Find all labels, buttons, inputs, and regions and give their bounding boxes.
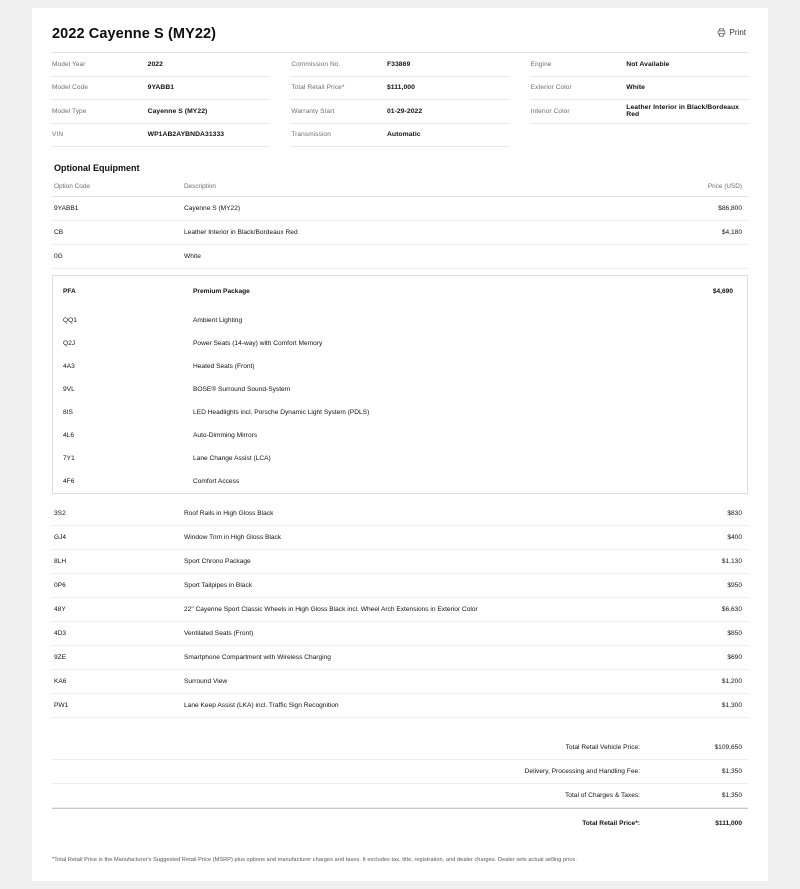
page-title: 2022 Cayenne S (MY22)	[52, 26, 217, 42]
table-row	[52, 197, 748, 221]
option-code: 8LH	[52, 550, 182, 574]
spec-value: Automatic	[386, 131, 421, 139]
optional-equipment-title: Optional Equipment	[54, 163, 140, 173]
option-code: 7Y1	[63, 455, 75, 462]
option-description: White	[182, 245, 658, 269]
option-description: Smartphone Compartment with Wireless Charging	[182, 646, 658, 670]
optional-equipment-table-bottom	[52, 502, 748, 718]
option-code: KA6	[52, 670, 182, 694]
package-code: PFA	[63, 288, 76, 295]
spec-row-empty	[531, 124, 748, 148]
spec-row	[291, 77, 508, 101]
spec-value: 01-29-2022	[386, 107, 423, 115]
option-description: LED Headlights incl. Porsche Dynamic Light System (PDLS)	[193, 409, 370, 416]
option-description: Lane Change Assist (LCA)	[193, 455, 271, 462]
option-price	[657, 447, 747, 470]
option-description: Power Seats (14-way) with Comfort Memory	[193, 340, 323, 347]
option-description: Surround View	[182, 670, 658, 694]
option-description: Cayenne S (MY22)	[182, 197, 658, 221]
option-price	[657, 355, 747, 378]
option-description: Leather Interior in Black/Bordeaux Red	[182, 221, 658, 245]
option-description: Comfort Access	[193, 478, 240, 485]
total-row	[52, 736, 748, 760]
spec-value: White	[626, 84, 646, 92]
spec-value: WP1AB2AYBNDA31333	[147, 131, 225, 139]
option-code: GJ4	[52, 526, 182, 550]
total-value: $109,650	[714, 744, 742, 751]
option-price: $850	[658, 622, 748, 646]
option-description: 22" Cayenne Sport Classic Wheels in High Gloss Black incl. Wheel Arch Extensions in Exterior Color	[182, 598, 658, 622]
option-code: PW1	[52, 694, 182, 718]
total-label: Total Retail Vehicle Price:	[565, 744, 640, 751]
option-price	[657, 332, 747, 355]
option-code: QQ1	[63, 317, 77, 324]
column-header-option-code: Option Code	[52, 179, 182, 197]
option-code: 4A3	[63, 363, 75, 370]
package-item-row	[53, 401, 747, 424]
option-code: 9VL	[63, 386, 75, 393]
vehicle-spec-grid	[52, 52, 748, 147]
option-price	[657, 309, 747, 332]
spec-column-2	[291, 53, 508, 147]
total-label: Delivery, Processing and Handling Fee:	[524, 768, 640, 775]
spec-value: Cayenne S (MY22)	[147, 107, 208, 115]
spec-value: 2022	[147, 60, 163, 68]
spec-label: Transmission	[291, 131, 331, 139]
option-code: 9ZE	[52, 646, 182, 670]
option-description: BOSE® Surround Sound-System	[193, 386, 291, 393]
package-item-row	[53, 447, 747, 470]
option-code: 4F6	[63, 478, 75, 485]
option-price: $690	[658, 646, 748, 670]
total-value: $1,350	[721, 792, 742, 799]
spec-label: Model Type	[52, 107, 87, 115]
option-price: $1,200	[658, 670, 748, 694]
table-row	[52, 694, 748, 718]
vehicle-window-sticker	[32, 8, 768, 881]
option-price: $830	[658, 502, 748, 526]
optional-equipment-table-top	[52, 179, 748, 269]
option-description: Heated Seats (Front)	[193, 363, 255, 370]
option-code: 8IS	[63, 409, 73, 416]
table-row	[52, 221, 748, 245]
spec-row	[531, 100, 748, 124]
print-button-label: Print	[729, 28, 746, 37]
spec-row	[52, 124, 269, 148]
option-price: $4,180	[658, 221, 748, 245]
spec-label: Model Code	[52, 84, 89, 92]
option-price	[657, 401, 747, 424]
table-row	[52, 622, 748, 646]
table-header-row	[52, 179, 748, 197]
premium-package-group	[52, 275, 748, 494]
spec-row	[291, 53, 508, 77]
spec-label: Warranty Start	[291, 107, 335, 115]
total-label: Total of Charges & Taxes:	[564, 792, 640, 799]
spec-value: Leather Interior in Black/Bordeaux Red	[626, 104, 740, 119]
option-description: Auto-Dimming Mirrors	[193, 432, 258, 439]
spec-row	[531, 53, 748, 77]
spec-label: VIN	[52, 131, 64, 139]
package-item-row	[53, 470, 747, 493]
table-row	[52, 598, 748, 622]
spec-label: Model Year	[52, 60, 86, 68]
spec-label: Engine	[530, 60, 552, 68]
spec-value: Not Available	[626, 60, 670, 68]
table-row	[52, 574, 748, 598]
table-row	[52, 502, 748, 526]
option-code: 3S2	[52, 502, 182, 526]
spec-value: F33869	[386, 60, 411, 68]
spec-value: $111,000	[386, 84, 415, 92]
option-price: $400	[658, 526, 748, 550]
option-code: 48Y	[52, 598, 182, 622]
package-item-row	[53, 378, 747, 401]
option-price	[658, 245, 748, 269]
grand-total-label: Total Retail Price*:	[582, 820, 640, 827]
table-row	[52, 646, 748, 670]
option-price: $950	[658, 574, 748, 598]
option-price: $86,800	[658, 197, 748, 221]
option-code: CB	[52, 221, 182, 245]
spec-label: Commission No.	[291, 60, 341, 68]
option-price: $1,300	[658, 694, 748, 718]
column-header-description: Description	[182, 179, 658, 197]
option-code: 9YABB1	[52, 197, 182, 221]
package-item-row	[53, 355, 747, 378]
spec-value: 9YABB1	[147, 84, 175, 92]
package-header-row	[53, 276, 747, 309]
grand-total-value: $111,000	[715, 820, 742, 827]
option-description: Lane Keep Assist (LKA) incl. Traffic Sign Recognition	[182, 694, 658, 718]
option-code: 0P6	[52, 574, 182, 598]
spec-row	[52, 53, 269, 77]
option-price	[657, 470, 747, 493]
spec-column-1	[52, 53, 269, 147]
table-row	[52, 245, 748, 269]
table-row	[52, 550, 748, 574]
package-item-row	[53, 309, 747, 332]
totals-section	[52, 736, 748, 835]
spec-row	[52, 100, 269, 124]
spec-column-3	[531, 53, 748, 147]
option-description: Sport Tailpipes in Black	[182, 574, 658, 598]
column-header-price: Price (USD)	[658, 179, 748, 197]
package-item-row	[53, 424, 747, 447]
print-button[interactable]	[715, 26, 748, 39]
package-item-row	[53, 332, 747, 355]
spec-label: Exterior Color	[530, 84, 572, 92]
option-code: 4D3	[52, 622, 182, 646]
spec-row	[52, 77, 269, 101]
footnote: *Total Retail Price is the Manufacturer's Suggested Retail Price (MSRP) plus options and manufacturer charges and taxes. It excludes tax, title, registration, and dealer charges. Dealer sets actual selling price.	[52, 857, 577, 863]
option-price	[657, 378, 747, 401]
option-description: Ventilated Seats (Front)	[182, 622, 658, 646]
option-description: Ambient Lighting	[193, 317, 243, 324]
option-price: $6,630	[658, 598, 748, 622]
total-row	[52, 760, 748, 784]
package-price: $4,690	[712, 288, 733, 295]
spec-row	[291, 124, 508, 148]
package-description: Premium Package	[193, 288, 250, 295]
option-description: Roof Rails in High Gloss Black	[182, 502, 658, 526]
spec-label-empty	[531, 132, 627, 139]
option-code: Q2J	[63, 340, 76, 347]
spec-row	[291, 100, 508, 124]
option-description: Window Trim in High Gloss Black	[182, 526, 658, 550]
spec-row	[531, 77, 748, 101]
grand-total-row	[52, 808, 748, 835]
document-header	[52, 22, 748, 52]
option-price	[657, 424, 747, 447]
spec-label: Interior Color	[530, 107, 570, 115]
option-code: 4L6	[63, 432, 75, 439]
total-value: $1,350	[721, 768, 742, 775]
option-description: Sport Chrono Package	[182, 550, 658, 574]
printer-icon	[717, 28, 726, 37]
total-row	[52, 784, 748, 808]
spec-label: Total Retail Price*	[291, 84, 345, 92]
option-code: 0G	[52, 245, 182, 269]
table-row	[52, 670, 748, 694]
option-price: $1,130	[658, 550, 748, 574]
table-row	[52, 526, 748, 550]
